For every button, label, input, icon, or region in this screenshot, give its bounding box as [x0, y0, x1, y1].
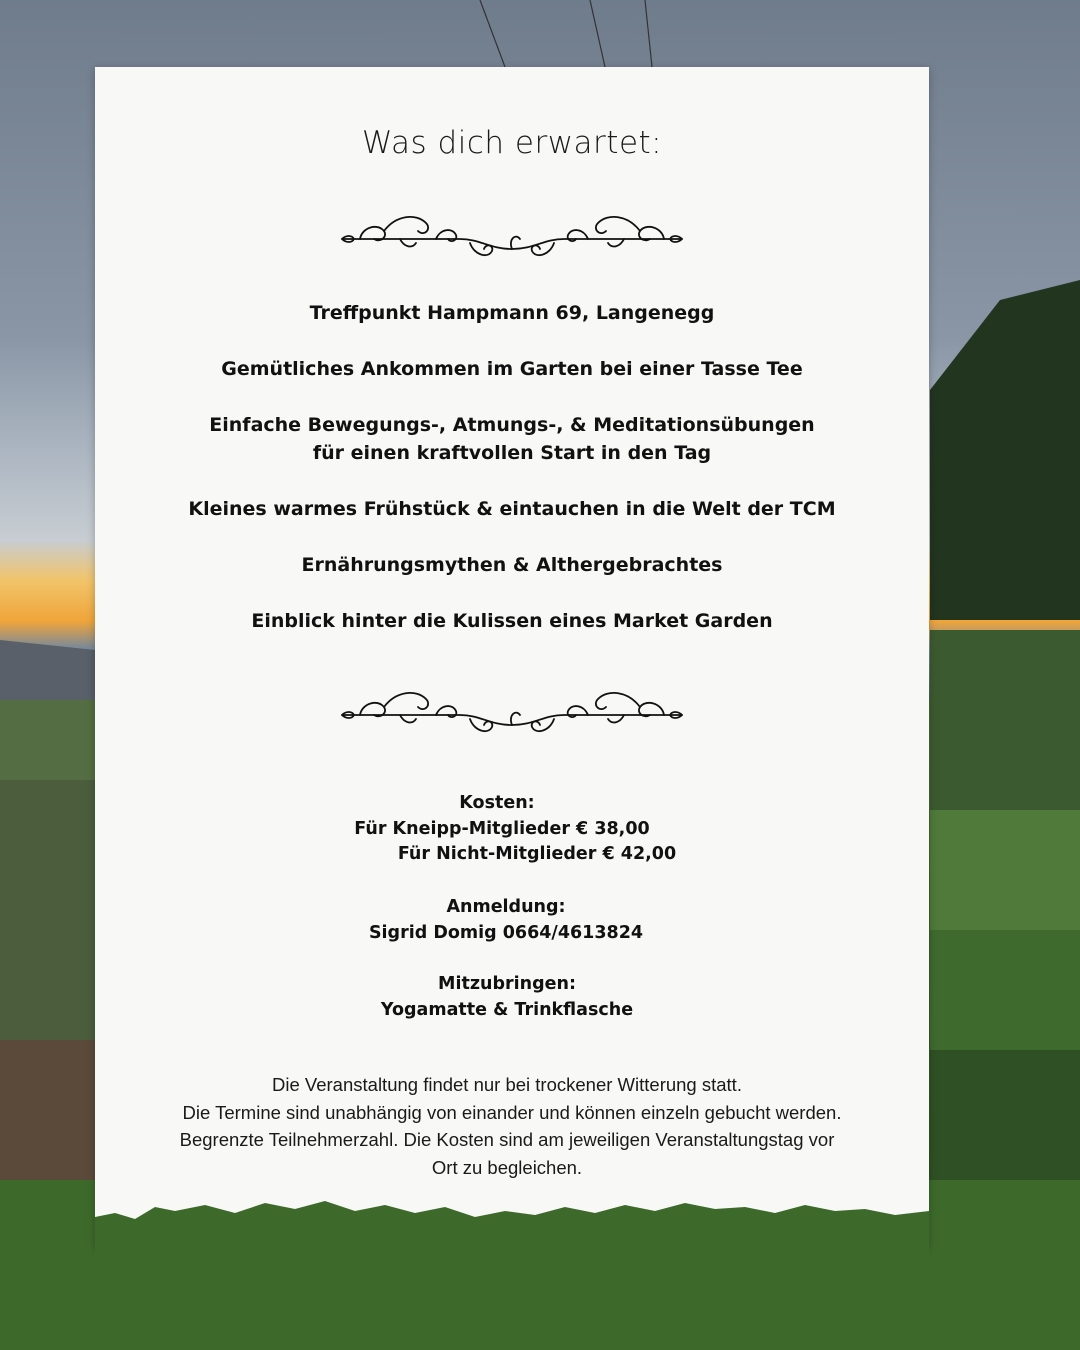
mitzubringen-items: Yogamatte & Trinkflasche — [380, 999, 634, 1020]
anmeldung-contact: Sigrid Domig 0664/4613824 — [368, 922, 644, 943]
program-list — [95, 299, 929, 663]
mitzubringen-section — [95, 972, 929, 1023]
flourish-divider-icon — [340, 209, 684, 261]
event-note: Die Veranstaltung findet nur bei trockener Witterung statt. Die Termine sind unabhängig von einander und können einzeln gebucht werden. Begrenzte Teilnehmerzahl. Die Kosten sind am jeweiligen Veranstaltungstag vor Ort zu begleichen. — [179, 1074, 842, 1178]
kosten-kneipp: Für Kneipp-Mitglieder € 38,00 — [354, 818, 650, 839]
mitzubringen-label: Mitzubringen: — [438, 974, 576, 994]
kosten-label: Kosten: — [459, 793, 535, 813]
anmeldung-label: Anmeldung: — [446, 897, 566, 917]
list-item: Gemütliches Ankommen im Garten bei einer Tasse Tee — [221, 358, 803, 380]
anmeldung-section — [95, 895, 929, 946]
list-item: Einfache Bewegungs-, Atmungs-, & Meditationsübungen für einen kraftvollen Start in den Tag — [209, 414, 815, 464]
list-item: Treffpunkt Hampmann 69, Langenegg — [309, 302, 715, 324]
list-item: Kleines warmes Frühstück & eintauchen in die Welt der TCM — [188, 498, 836, 520]
kosten-section — [95, 791, 929, 868]
info-card — [95, 67, 929, 1247]
list-item: Einblick hinter die Kulissen eines Market Garden — [251, 610, 773, 632]
list-item: Ernährungsmythen & Althergebrachtes — [301, 554, 723, 576]
kosten-nicht: Für Nicht-Mitglieder € 42,00 — [397, 844, 677, 864]
flourish-divider-icon — [340, 685, 684, 737]
torn-paper-edge — [95, 1177, 929, 1257]
page-title: Was dich erwartet: — [361, 125, 663, 161]
